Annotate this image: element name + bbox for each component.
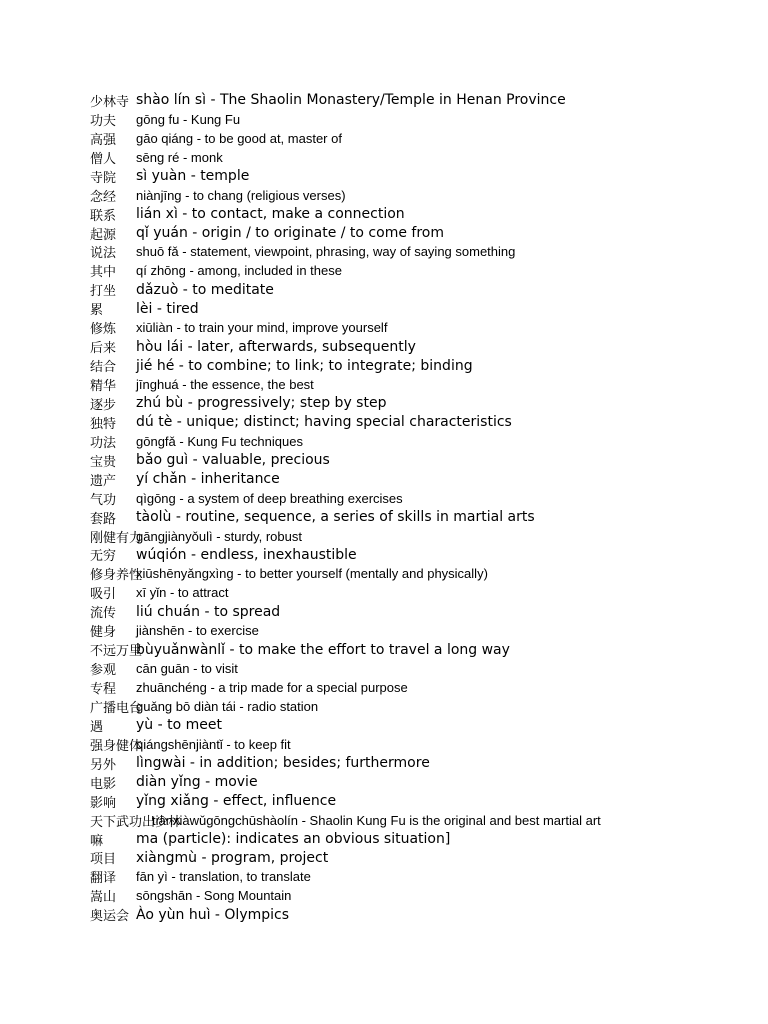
hanzi-term: 寺院 — [90, 170, 117, 186]
vocab-row — [90, 527, 760, 546]
hanzi-term: 其中 — [90, 265, 117, 281]
vocab-row — [90, 811, 760, 830]
pinyin-definition: gōngfǎ - Kung Fu techniques — [136, 433, 303, 449]
vocab-row — [90, 451, 760, 470]
vocab-row — [90, 849, 760, 868]
pinyin-definition: gāngjiànyǒulì - sturdy, robust — [136, 528, 302, 544]
vocab-row — [90, 489, 760, 508]
vocab-row — [90, 602, 760, 621]
pinyin-definition: zhú bù - progressively; step by step — [136, 395, 387, 412]
hanzi-term: 逐步 — [90, 397, 117, 413]
hanzi-term: 独特 — [90, 416, 117, 432]
hanzi-term: 念经 — [90, 189, 117, 205]
hanzi-term: 翻译 — [90, 871, 117, 887]
vocab-row — [90, 110, 760, 129]
pinyin-definition: jié hé - to combine; to link; to integrate; binding — [136, 357, 473, 374]
vocab-row — [90, 659, 760, 678]
hanzi-term: 奥运会 — [90, 909, 130, 925]
vocab-row — [90, 697, 760, 716]
hanzi-term: 专程 — [90, 682, 117, 698]
pinyin-definition: lián xì - to contact, make a connection — [136, 206, 405, 223]
vocab-row — [90, 375, 760, 394]
pinyin-definition: ma (particle): indicates an obvious situation] — [136, 831, 451, 848]
pinyin-definition: niànjīng - to chang (religious verses) — [136, 187, 346, 203]
vocab-row — [90, 299, 760, 318]
hanzi-term: 少林寺 — [90, 94, 130, 110]
vocab-row — [90, 621, 760, 640]
pinyin-definition: zhuānchéng - a trip made for a special purpose — [136, 680, 408, 696]
vocab-row — [90, 91, 760, 110]
pinyin-definition: yǐng xiǎng - effect, influence — [136, 793, 337, 810]
hanzi-term: 起源 — [90, 227, 117, 243]
hanzi-term: 结合 — [90, 360, 117, 376]
vocab-row — [90, 508, 760, 527]
hanzi-term: 刚健有力 — [90, 530, 143, 546]
vocab-row — [90, 470, 760, 489]
vocab-row — [90, 735, 760, 754]
pinyin-definition: liú chuán - to spread — [136, 603, 281, 620]
vocab-row — [90, 167, 760, 186]
pinyin-definition: jiànshēn - to exercise — [136, 623, 259, 639]
vocab-row — [90, 261, 760, 280]
vocab-row — [90, 148, 760, 167]
vocab-row — [90, 867, 760, 886]
pinyin-definition: qiángshēnjiàntǐ - to keep fit — [136, 736, 291, 752]
vocab-row — [90, 243, 760, 262]
hanzi-term: 吸引 — [90, 587, 117, 603]
pinyin-definition: tàolù - routine, sequence, a series of skills in martial arts — [136, 509, 535, 526]
hanzi-term: 套路 — [90, 511, 117, 527]
vocab-row — [90, 678, 760, 697]
pinyin-definition: xiūshēnyǎngxìng - to better yourself (mentally and physically) — [136, 566, 488, 582]
vocab-row — [90, 205, 760, 224]
vocab-row — [90, 280, 760, 299]
pinyin-definition: shào lín sì - The Shaolin Monastery/Temple in Henan Province — [136, 92, 566, 109]
pinyin-definition: jīnghuá - the essence, the best — [136, 377, 314, 393]
vocab-row — [90, 716, 760, 735]
hanzi-term: 天下武功出少林 — [90, 814, 182, 830]
vocab-row — [90, 830, 760, 849]
vocab-row — [90, 640, 760, 659]
pinyin-definition: bùyuǎnwànlǐ - to make the effort to travel a long way — [136, 641, 510, 658]
pinyin-definition: gāo qiáng - to be good at, master of — [136, 130, 342, 146]
pinyin-definition: wúqión - endless, inexhaustible — [136, 546, 357, 563]
pinyin-definition: shuō fǎ - statement, viewpoint, phrasing, way of saying something — [136, 244, 516, 260]
hanzi-term: 精华 — [90, 379, 117, 395]
hanzi-term: 遇 — [90, 719, 104, 735]
hanzi-term: 功夫 — [90, 113, 117, 129]
hanzi-term: 无穷 — [90, 549, 117, 565]
pinyin-definition: yù - to meet — [136, 717, 222, 734]
vocab-row — [90, 754, 760, 773]
pinyin-definition: xiūliàn - to train your mind, improve yourself — [136, 320, 388, 336]
hanzi-term: 联系 — [90, 208, 117, 224]
hanzi-term: 气功 — [90, 492, 117, 508]
hanzi-term: 另外 — [90, 757, 117, 773]
hanzi-term: 高强 — [90, 132, 117, 148]
hanzi-term: 健身 — [90, 625, 117, 641]
pinyin-definition: cān guān - to visit — [136, 661, 238, 677]
pinyin-definition: fān yì - translation, to translate — [136, 869, 311, 885]
vocab-row — [90, 337, 760, 356]
hanzi-term: 嘛 — [90, 833, 104, 849]
hanzi-term: 电影 — [90, 776, 117, 792]
vocab-row — [90, 792, 760, 811]
vocab-row — [90, 129, 760, 148]
vocab-row — [90, 886, 760, 905]
pinyin-definition: qìgōng - a system of deep breathing exercises — [136, 490, 403, 506]
hanzi-term: 僧人 — [90, 151, 117, 167]
pinyin-definition: dǎzuò - to meditate — [136, 281, 274, 298]
vocab-row — [90, 413, 760, 432]
hanzi-term: 宝贵 — [90, 454, 117, 470]
hanzi-term: 遗产 — [90, 473, 117, 489]
hanzi-term: 参观 — [90, 663, 117, 679]
vocabulary-list — [90, 91, 760, 924]
pinyin-definition: guǎng bō diàn tái - radio station — [136, 698, 319, 714]
pinyin-definition: hòu lái - later, afterwards, subsequently — [136, 338, 416, 355]
hanzi-term: 后来 — [90, 341, 117, 357]
pinyin-definition: Ào yùn huì - Olympics — [136, 906, 290, 923]
vocab-row — [90, 224, 760, 243]
hanzi-term: 流传 — [90, 606, 117, 622]
hanzi-term: 打坐 — [90, 284, 117, 300]
hanzi-term: 累 — [90, 303, 104, 319]
vocab-row — [90, 432, 760, 451]
hanzi-term: 强身健体 — [90, 738, 143, 754]
vocab-row — [90, 564, 760, 583]
hanzi-term: 修身养性 — [90, 568, 143, 584]
pinyin-definition: lìngwài - in addition; besides; furthermore — [136, 755, 430, 772]
hanzi-term: 项目 — [90, 852, 117, 868]
pinyin-definition: qí zhōng - among, included in these — [136, 263, 342, 279]
pinyin-definition: dú tè - unique; distinct; having special characteristics — [136, 414, 512, 431]
hanzi-term: 广播电台 — [90, 700, 143, 716]
pinyin-definition: diàn yǐng - movie — [136, 774, 258, 791]
vocab-row — [90, 356, 760, 375]
hanzi-term: 功法 — [90, 435, 117, 451]
hanzi-term: 嵩山 — [90, 890, 117, 906]
vocab-row — [90, 583, 760, 602]
vocab-row — [90, 186, 760, 205]
pinyin-definition: gōng fu - Kung Fu — [136, 111, 241, 127]
vocab-row — [90, 318, 760, 337]
pinyin-definition: bǎo guì - valuable, precious — [136, 452, 330, 469]
pinyin-definition: tiānxiàwǔgōngchūshàolín - Shaolin Kung Fu is the original and best martial art — [152, 812, 601, 828]
vocab-row — [90, 394, 760, 413]
pinyin-definition: sōngshān - Song Mountain — [136, 888, 292, 904]
pinyin-definition: sì yuàn - temple — [136, 168, 250, 185]
pinyin-definition: lèi - tired — [136, 300, 199, 317]
hanzi-term: 不远万里 — [90, 644, 143, 660]
vocab-row — [90, 546, 760, 565]
hanzi-term: 修炼 — [90, 322, 117, 338]
vocab-row — [90, 773, 760, 792]
pinyin-definition: yí chǎn - inheritance — [136, 471, 280, 488]
pinyin-definition: xī yǐn - to attract — [136, 585, 229, 601]
pinyin-definition: qǐ yuán - origin / to originate / to come from — [136, 225, 444, 242]
hanzi-term: 说法 — [90, 246, 117, 262]
pinyin-definition: sēng ré - monk — [136, 149, 223, 165]
pinyin-definition: xiàngmù - program, project — [136, 849, 329, 866]
hanzi-term: 影响 — [90, 795, 117, 811]
vocab-row — [90, 905, 760, 924]
